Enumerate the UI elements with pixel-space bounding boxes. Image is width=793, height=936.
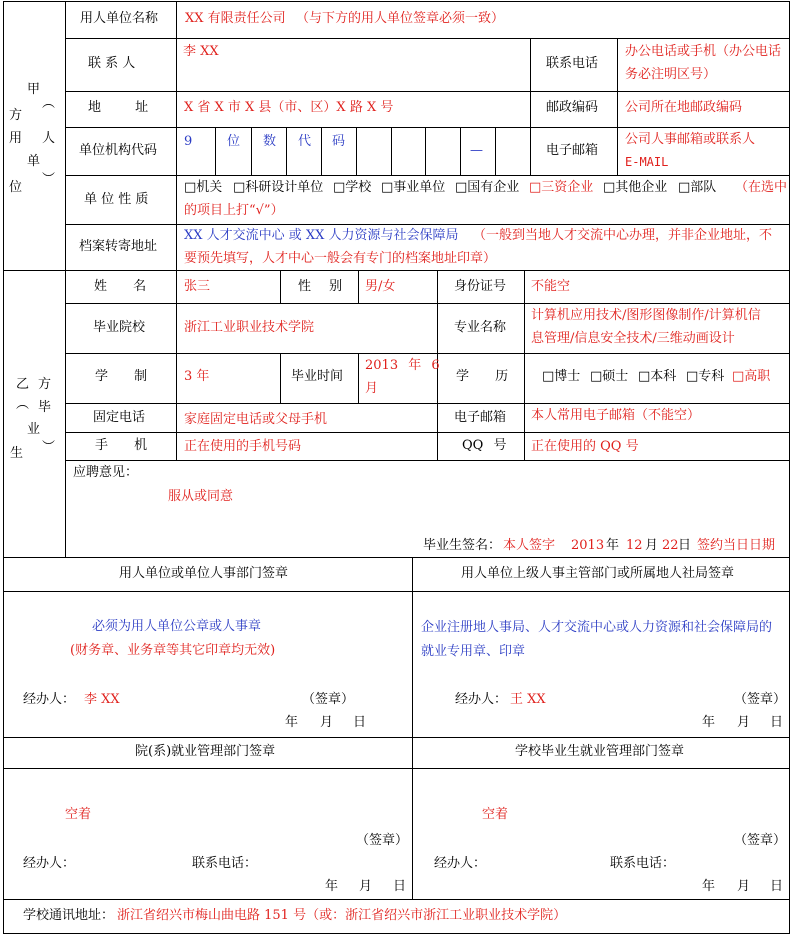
degree-option-master[interactable]: □硕士 <box>590 369 629 384</box>
phone-label: 联系电话 <box>546 56 599 71</box>
org-code-digit[interactable]: 9 <box>184 134 193 149</box>
department-seal-year: 年 <box>325 879 339 894</box>
col-line <box>524 270 525 460</box>
qq-label: QQ 号 <box>462 438 507 453</box>
grad-time-value-line2: 月 <box>365 381 379 396</box>
employer-name-note: （与下方的用人单位签章必须一致） <box>296 11 505 26</box>
school-seal-day: 日 <box>770 879 784 894</box>
section-line <box>3 270 790 271</box>
superior-seal-month: 月 <box>737 715 751 730</box>
department-handler-label: 经办人： <box>23 856 76 871</box>
department-empty-note: 空着 <box>65 807 92 822</box>
row-line <box>3 899 790 900</box>
name-label: 姓 名 <box>94 279 147 294</box>
address-label: 地 址 <box>88 100 149 115</box>
nature-option-school[interactable]: □学校 <box>333 180 372 195</box>
mobile-value[interactable]: 正在使用的手机号码 <box>184 439 302 454</box>
student-email-label: 电子邮箱 <box>454 410 507 425</box>
border-right <box>789 1 790 934</box>
degree-option-bachelor[interactable]: □本科 <box>638 369 677 384</box>
section-label-char: 方 <box>38 377 52 392</box>
signature-month-label: 月 <box>645 538 659 553</box>
phone-value-line2: 务必注明区号） <box>625 67 717 82</box>
org-code-digit[interactable]: 位 <box>227 134 241 149</box>
archive-address-label: 档案转寄地址 <box>79 239 158 254</box>
employer-seal-title: 用人单位或单位人事部门签章 <box>119 566 289 581</box>
mobile-label: 手 机 <box>95 438 148 453</box>
row-line <box>3 737 790 738</box>
school-seal-month: 月 <box>737 879 751 894</box>
major-label: 专业名称 <box>454 320 507 335</box>
col-line <box>530 38 531 175</box>
superior-seal-line2: 就业专用章、印章 <box>421 644 526 659</box>
signature-year-label: 年 <box>606 538 620 553</box>
section-label-char: 方 <box>9 108 23 123</box>
label-col-line <box>176 270 177 460</box>
row-line <box>65 127 790 128</box>
department-seal-mark: （签章） <box>356 833 409 848</box>
section-label-char: 乙 <box>16 377 30 392</box>
nature-option-institution[interactable]: □事业单位 <box>381 180 446 195</box>
digit-cell-line <box>425 127 426 175</box>
section-label-char: ︶ <box>42 440 56 455</box>
degree-label: 学 历 <box>456 369 509 384</box>
signature-label: 毕业生签名： <box>423 538 502 553</box>
school-seal-title: 学校毕业生就业管理部门签章 <box>515 744 685 759</box>
digit-cell-line <box>251 127 252 175</box>
qq-value[interactable]: 正在使用的 QQ 号 <box>531 439 639 454</box>
superior-seal-year: 年 <box>702 715 716 730</box>
superior-seal-title: 用人单位上级人事主管部门或所属地人社局签章 <box>461 566 735 581</box>
contact-value[interactable]: 李 XX <box>183 44 219 59</box>
gender-value[interactable]: 男/女 <box>365 279 396 294</box>
row-line <box>65 432 790 433</box>
org-code-dash: — <box>470 143 483 158</box>
nature-label: 单 位 性 质 <box>84 192 149 207</box>
department-phone-label: 联系电话： <box>192 856 258 871</box>
border-top <box>3 1 790 2</box>
seal-col-line <box>412 557 413 899</box>
digit-cell-line <box>356 127 357 175</box>
row-line <box>3 591 790 592</box>
border-bottom <box>3 933 790 934</box>
digit-cell-line <box>286 127 287 175</box>
school-handler-label: 经办人： <box>434 856 487 871</box>
org-code-digit[interactable]: 码 <box>332 134 346 149</box>
org-code-digit[interactable]: 代 <box>298 134 312 149</box>
org-code-label: 单位机构代码 <box>79 143 158 158</box>
row-line <box>65 175 790 176</box>
superior-seal-mark: （签章） <box>734 692 787 707</box>
school-empty-note: 空着 <box>482 807 509 822</box>
border-left <box>3 1 4 934</box>
name-value[interactable]: 张三 <box>184 279 211 294</box>
nature-option-state-owned[interactable]: □国有企业 <box>455 180 520 195</box>
superior-handler-value[interactable]: 王 XX <box>510 692 546 707</box>
row-line <box>65 224 790 225</box>
digit-cell-line <box>321 127 322 175</box>
row-line <box>65 403 790 404</box>
employer-seal-month: 月 <box>320 715 334 730</box>
signature-note: 签约当日日期 <box>697 538 776 553</box>
nature-option-other[interactable]: □其他企业 <box>603 180 668 195</box>
col-line <box>617 38 618 175</box>
address-value[interactable]: X 省 X 市 X 县（市、区）X 路 X 号 <box>184 100 394 115</box>
opinion-value[interactable]: 服从或同意 <box>168 489 234 504</box>
school-seal-year: 年 <box>702 879 716 894</box>
col-line <box>280 270 281 303</box>
org-code-digit[interactable]: 数 <box>263 134 277 149</box>
nature-option-research[interactable]: □科研设计单位 <box>233 180 324 195</box>
signature-value[interactable]: 本人签字 <box>503 538 556 553</box>
section-label-char: ︵ <box>16 397 30 412</box>
section-label-char: 用 <box>9 131 23 146</box>
archive-address-value[interactable]: XX 人才交流中心 或 XX 人力资源与社会保障局 <box>184 228 459 243</box>
department-seal-day: 日 <box>393 879 407 894</box>
school-phone-label: 联系电话： <box>610 856 676 871</box>
id-number-value[interactable]: 不能空 <box>531 279 571 294</box>
nature-option-military[interactable]: □部队 <box>678 180 717 195</box>
employer-name-label: 用人单位名称 <box>80 11 159 26</box>
email-value-line2: E-MAIL <box>625 155 669 169</box>
opinion-label: 应聘意见： <box>73 465 139 480</box>
major-value-line1[interactable]: 计算机应用技术/图形图像制作/计算机信 <box>531 308 761 323</box>
col-line <box>358 353 359 403</box>
contact-label: 联 系 人 <box>88 56 136 71</box>
section-label-char: 业 <box>27 422 41 437</box>
row-line <box>65 460 790 461</box>
row-line <box>65 91 790 92</box>
section-col-divider <box>65 1 66 557</box>
school-seal-mark: （签章） <box>734 833 787 848</box>
row-line <box>65 353 790 354</box>
signature-day-value[interactable]: 22 <box>662 538 679 553</box>
digit-cell-line <box>460 127 461 175</box>
landline-value[interactable]: 家庭固定电话或父母手机 <box>184 412 328 427</box>
digit-cell-line <box>495 127 496 175</box>
section-label-char: 毕 <box>38 400 52 415</box>
degree-option-junior[interactable]: □专科 <box>686 369 725 384</box>
degree-option-phd[interactable]: □博士 <box>542 369 581 384</box>
archive-address-note-line1: （一般到当地人才交流中心办理，并非企业地址，不 <box>473 228 773 243</box>
department-seal-title: 院(系)就业管理部门签章 <box>135 744 276 759</box>
section-label-char: 人 <box>42 131 56 146</box>
archive-address-note-line2: 要预先填写，人才中心一般会有专门的档案地址印章） <box>184 251 497 266</box>
grad-time-label: 毕业时间 <box>291 369 344 384</box>
school-address-value: 浙江省绍兴市梅山曲电路 151 号（或：浙江省绍兴市浙江工业职业技术学院） <box>117 908 567 923</box>
degree-option-vocational[interactable]: □高职 <box>732 369 771 384</box>
employer-seal-line2: (财务章、业务章等其它印章均无效) <box>70 643 276 658</box>
id-number-label: 身份证号 <box>454 279 507 294</box>
postal-code-value[interactable]: 公司所在地邮政编码 <box>625 100 743 115</box>
employer-handler-label: 经办人： <box>23 692 76 707</box>
employer-name-value[interactable]: XX 有限责任公司 <box>185 11 286 26</box>
duration-value[interactable]: 3 年 <box>184 369 210 384</box>
employer-seal-year: 年 <box>285 715 299 730</box>
row-line <box>65 38 790 39</box>
section-label-char: 位 <box>9 180 23 195</box>
grad-time-value-line1[interactable]: 2013 年 6 <box>365 358 440 373</box>
signature-year-value[interactable]: 2013 <box>571 538 605 553</box>
col-line <box>280 353 281 403</box>
gender-label: 性 别 <box>298 279 343 294</box>
school-value[interactable]: 浙江工业职业技术学院 <box>184 320 315 335</box>
section-label-char: 甲 <box>27 82 41 97</box>
major-value-line2: 息管理/信息安全技术/三维动画设计 <box>531 331 735 346</box>
employer-seal-day: 日 <box>353 715 367 730</box>
section-label-char: ︶ <box>42 172 56 187</box>
postal-code-label: 邮政编码 <box>546 100 599 115</box>
section-line <box>3 557 790 558</box>
superior-seal-line1: 企业注册地人事局、人才交流中心或人力资源和社会保障局的 <box>421 620 773 635</box>
duration-label: 学 制 <box>95 369 148 384</box>
phone-value-line1[interactable]: 办公电话或手机（办公电话 <box>625 44 782 59</box>
superior-handler-label: 经办人： <box>455 692 508 707</box>
nature-note-line2: 的项目上打“√”） <box>184 203 284 218</box>
school-label: 毕业院校 <box>93 320 146 335</box>
school-address-label: 学校通讯地址： <box>23 908 115 923</box>
row-line <box>65 303 790 304</box>
employer-handler-value[interactable]: 李 XX <box>84 692 120 707</box>
row-line <box>3 768 790 769</box>
digit-cell-line <box>215 127 216 175</box>
label-col-line <box>176 1 177 270</box>
section-label-char: 生 <box>10 446 24 461</box>
nature-option-foreign[interactable]: □三资企业 <box>529 180 594 195</box>
landline-label: 固定电话 <box>93 410 146 425</box>
col-line <box>358 270 359 303</box>
nature-option-jiguan[interactable]: □机关 <box>184 180 223 195</box>
signature-day-label: 日 <box>678 538 692 553</box>
section-label-char: 单 <box>27 154 41 169</box>
employer-seal-mark: （签章） <box>302 692 355 707</box>
email-label: 电子邮箱 <box>546 143 599 158</box>
section-label-char: ︵ <box>42 96 56 111</box>
signature-month-value[interactable]: 12 <box>626 538 643 553</box>
superior-seal-day: 日 <box>770 715 784 730</box>
department-seal-month: 月 <box>359 879 373 894</box>
email-value-line1[interactable]: 公司人事邮箱或联系人 <box>625 132 756 147</box>
employer-seal-line1: 必须为用人单位公章或人事章 <box>92 619 262 634</box>
student-email-value[interactable]: 本人常用电子邮箱（不能空） <box>531 408 701 423</box>
digit-cell-line <box>391 127 392 175</box>
nature-note-line1: （在选中 <box>735 180 788 195</box>
